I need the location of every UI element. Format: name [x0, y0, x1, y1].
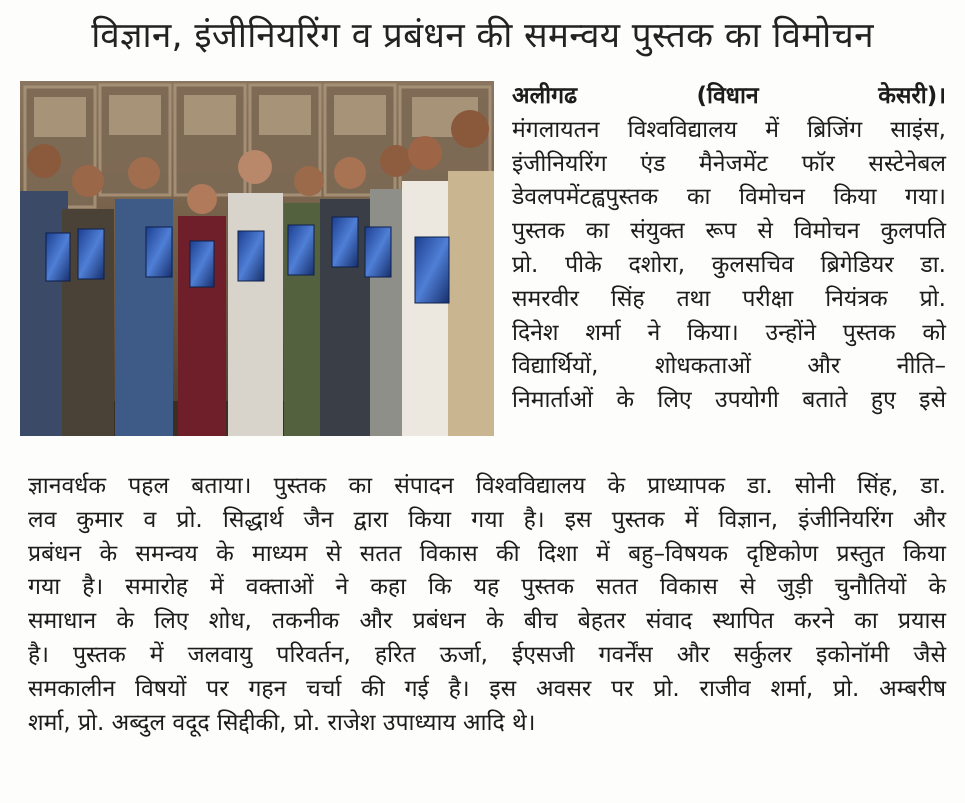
column-line: इंजीनियरिंग एंड मैनेजमेंट फॉर सस्टेनेबल [512, 150, 946, 177]
body-line: प्रबंधन के समन्वय के माध्यम से सतत विकास की दिशा में बहु–विषयक दृष्टिकोण प्रस्तुत किया [28, 540, 946, 567]
column-line: दिनेश शर्मा ने किया। उन्होंने पुस्तक को [512, 319, 946, 346]
column-line: पुस्तक का संयुक्त रूप से विमोचन कुलपति [512, 218, 946, 245]
news-photo [20, 81, 494, 436]
body-line: है। पुस्तक में जलवायु परिवर्तन, हरित ऊर्जा, ईएसजी गवर्नेंस और सर्कुलर इकोनॉमी जैसे [28, 641, 946, 668]
body-line: लव कुमार व प्रो. सिद्धार्थ जैन द्वारा किया गया है। इस पुस्तक में विज्ञान, इंजीनियरिंग और [28, 506, 946, 533]
article-body [28, 470, 946, 740]
body-line-last: शर्मा, प्रो. अब्दुल वदूद सिद्दीकी, प्रो. राजेश उपाध्याय आदि थे। [28, 709, 536, 736]
column-line: डेवलपमेंटह्वपुस्तक का विमोचन किया गया। [512, 184, 946, 211]
book-launch-photo [20, 81, 494, 436]
column-line: प्रो. पीके दशोरा, कुलसचिव ब्रिगेडियर डा. [512, 251, 946, 278]
body-line: समाधान के लिए शोध, तकनीक और प्रबंधन के बीच बेहतर संवाद स्थापित करने का प्रयास [28, 608, 946, 635]
body-line: समकालीन विषयों पर गहन चर्चा की गई है। इस अवसर पर प्रो. राजीव शर्मा, प्रो. अम्बरीष [28, 675, 946, 702]
headline: विज्ञान, इंजीनियरिंग व प्रबंधन की समन्वय पुस्तक का विमोचन [91, 16, 874, 56]
article-column [512, 80, 946, 418]
body-line: ज्ञानवर्धक पहल बताया। पुस्तक का संपादन विश्वविद्यालय के प्राध्यापक डा. सोनी सिंह, डा. [28, 473, 946, 499]
column-line: समरवीर सिंह तथा परीक्षा नियंत्रक प्रो. [512, 285, 946, 312]
column-line: निमार्ताओं के लिए उपयोगी बताते हुए इसे [512, 387, 946, 414]
column-line: विद्यार्थियों, शोधकताओं और नीति– [512, 353, 946, 380]
body-line: गया है। समारोह में वक्ताओं ने कहा कि यह पुस्तक सतत विकास से जुड़ी चुनौतियों के [28, 574, 946, 601]
dateline: अलीगढ (विधान केसरी)। [512, 83, 946, 109]
column-line: मंगलायतन विश्वविद्यालय में ब्रिजिंग साइंस, [512, 116, 946, 143]
